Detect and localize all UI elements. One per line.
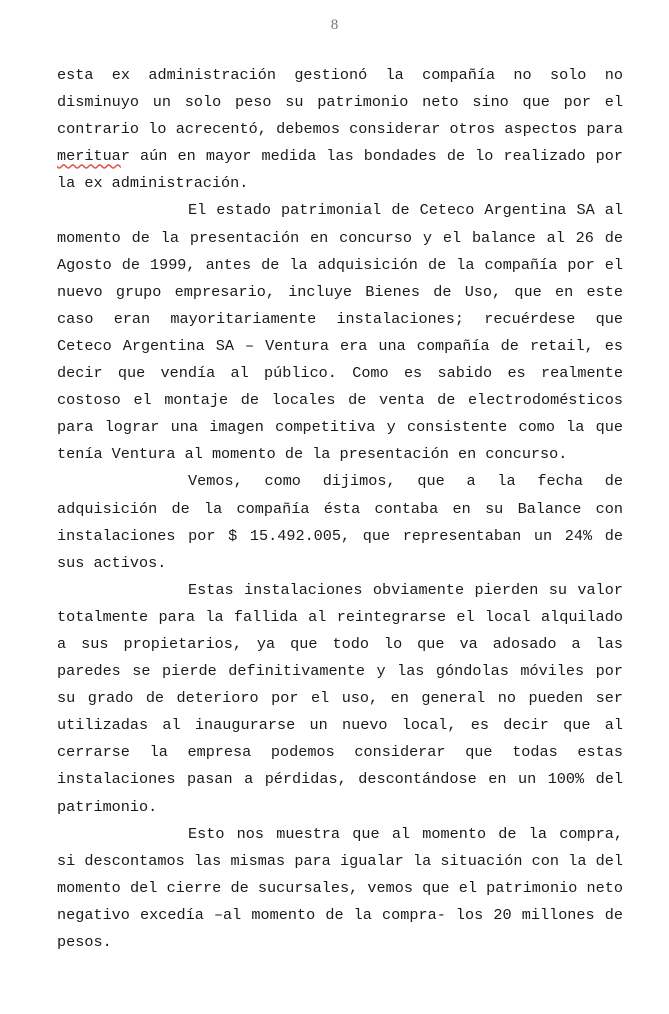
paragraph-5: Esto nos muestra que al momento de la compra, si descontamos las mismas para igualar la situación con la del momento del cierre de sucursales, vemos que el patrimonio neto negativo excedía –al momento de la compra- los 20 millones de pesos.	[57, 824, 623, 951]
paragraph-1-start: esta ex administración gestionó la compañía no solo no disminuyo un solo peso su patrimonio neto sino que por el contrario lo acrecentó, debemos considerar otros aspectos para	[57, 66, 623, 139]
paragraph-2: El estado patrimonial de Ceteco Argentina SA al momento de la presentación en concurso y el balance al 26 de Agosto de 1999, antes de la adquisición de la compañía por el nuevo grupo empresario, incluye Bienes de Uso, que en este caso eran mayoritariamente instalaciones; recuérdese que Ceteco Argentina SA – Ventura era una compañía de retail, es decir que vendía al público. Como es sabido es realmente costoso el montaje de locales de venta de electrodomésticos para lograr una imagen competitiva y consistente como la que tenía Ventura al momento de la presentación en concurso.	[57, 201, 623, 464]
paragraph-1	[57, 62, 623, 197]
paragraph-4: Estas instalaciones obviamente pierden su valor totalmente para la fallida al reintegrarse el local alquilado a sus propietarios, ya que todo lo que va adosado a las paredes se pierde definitivamente y las góndolas móviles por su grado de deterioro por el uso, en general no pueden ser utilizadas al inaugurarse un nuevo local, es decir que al cerrarse la empresa podemos considerar que todas estas instalaciones pasan a pérdidas, descontándose en un 100% del patrimonio.	[57, 580, 623, 816]
paragraph-1-end: r aún en mayor medida las bondades de lo realizado por la ex administración.	[57, 147, 623, 193]
document-body	[57, 62, 623, 956]
page-number: 8	[330, 17, 339, 33]
spellcheck-flagged-word[interactable]: meritua	[57, 147, 121, 166]
paragraph-3: Vemos, como dijimos, que a la fecha de adquisición de la compañía ésta contaba en su Balance con instalaciones por $ 15.492.005, que representaban un 24% de sus activos.	[57, 472, 623, 572]
